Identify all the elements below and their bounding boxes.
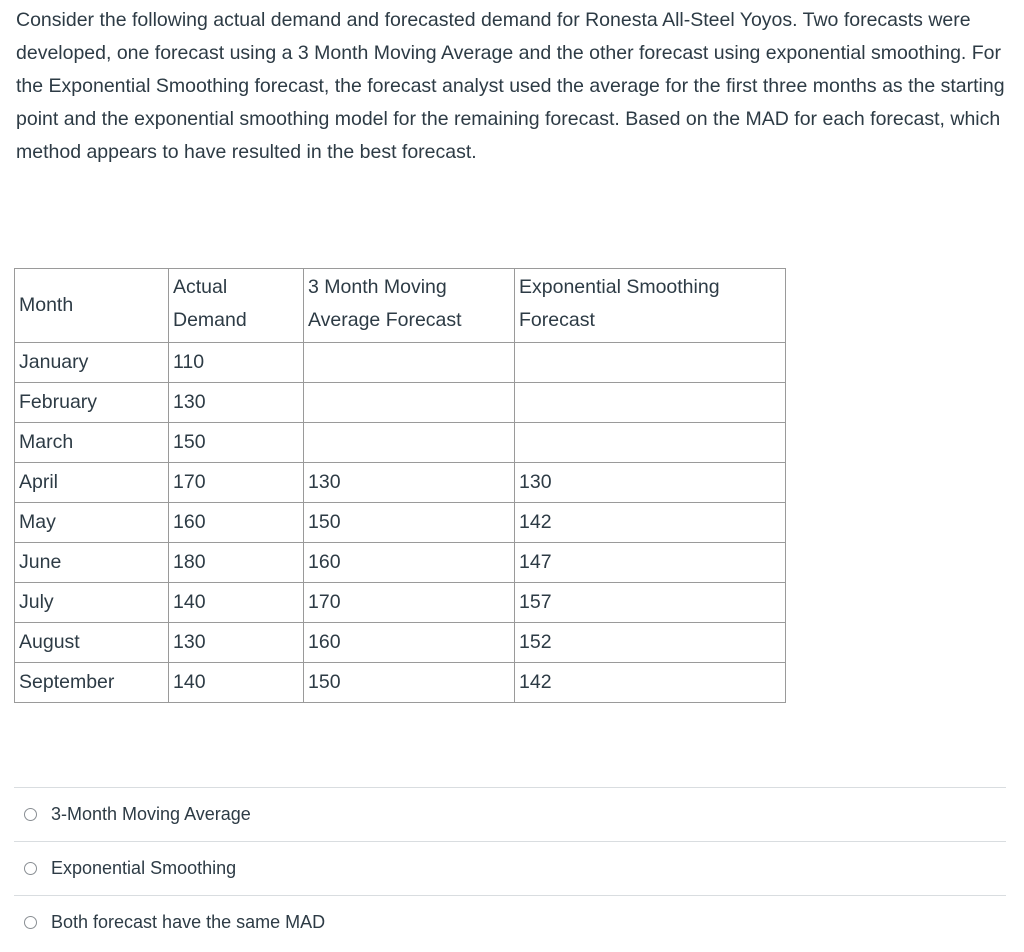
cell-month: January	[15, 343, 169, 383]
header-exp-line2: Forecast	[519, 309, 595, 331]
cell-actual: 110	[169, 343, 304, 383]
answer-options	[14, 787, 1006, 949]
cell-actual: 160	[169, 503, 304, 543]
cell-exp	[515, 423, 786, 463]
table-row	[15, 543, 786, 583]
demand-table	[14, 268, 786, 703]
cell-month: March	[15, 423, 169, 463]
cell-moving: 160	[304, 623, 515, 663]
cell-month: July	[15, 583, 169, 623]
radio-button-icon[interactable]	[24, 916, 37, 929]
cell-exp: 152	[515, 623, 786, 663]
cell-month: April	[15, 463, 169, 503]
option-label[interactable]: Both forecast have the same MAD	[51, 912, 326, 932]
option-moving-average[interactable]	[14, 787, 1006, 841]
table-row	[15, 663, 786, 703]
table-row	[15, 383, 786, 423]
header-actual-line2: Demand	[173, 309, 247, 331]
cell-moving	[304, 343, 515, 383]
cell-exp	[515, 343, 786, 383]
cell-month: August	[15, 623, 169, 663]
cell-moving: 130	[304, 463, 515, 503]
table-row	[15, 503, 786, 543]
cell-month: May	[15, 503, 169, 543]
cell-month: February	[15, 383, 169, 423]
cell-moving	[304, 423, 515, 463]
cell-moving: 170	[304, 583, 515, 623]
cell-actual: 170	[169, 463, 304, 503]
cell-moving: 150	[304, 663, 515, 703]
cell-exp: 157	[515, 583, 786, 623]
cell-moving: 160	[304, 543, 515, 583]
cell-actual: 130	[169, 623, 304, 663]
radio-button-icon[interactable]	[24, 862, 37, 875]
table-row	[15, 623, 786, 663]
cell-exp: 142	[515, 663, 786, 703]
table-row	[15, 583, 786, 623]
cell-month: June	[15, 543, 169, 583]
table-row	[15, 463, 786, 503]
option-exponential-smoothing[interactable]	[14, 841, 1006, 895]
radio-button-icon[interactable]	[24, 808, 37, 821]
cell-month: September	[15, 663, 169, 703]
header-moving-line2: Average Forecast	[308, 309, 462, 331]
cell-actual: 180	[169, 543, 304, 583]
option-label[interactable]: 3-Month Moving Average	[51, 804, 251, 824]
header-moving-line1: 3 Month Moving	[308, 276, 447, 298]
header-exp-line1: Exponential Smoothing	[519, 276, 720, 298]
cell-exp: 142	[515, 503, 786, 543]
cell-actual: 140	[169, 663, 304, 703]
table-row	[15, 343, 786, 383]
header-exponential-smoothing	[515, 269, 786, 343]
header-month: Month	[15, 269, 169, 343]
option-same-mad[interactable]	[14, 895, 1006, 949]
cell-exp: 147	[515, 543, 786, 583]
cell-exp	[515, 383, 786, 423]
cell-moving	[304, 383, 515, 423]
header-actual-demand	[169, 269, 304, 343]
header-moving-average	[304, 269, 515, 343]
header-actual-line1: Actual	[173, 276, 228, 298]
question-text: Consider the following actual demand and forecasted demand for Ronesta All-Steel Yoyos. Two forecasts were developed, one forecast using a 3 Month Moving Average and the other forecast using exponential smoothing. For the Exponential Smoothing forecast, the forecast analyst used the average for the first three months as the starting point and the exponential smoothing model for the remaining forecast. Based on the MAD for each forecast, which method appears to have resulted in the best forecast.	[16, 9, 1005, 163]
cell-actual: 130	[169, 383, 304, 423]
table-row	[15, 423, 786, 463]
cell-exp: 130	[515, 463, 786, 503]
cell-moving: 150	[304, 503, 515, 543]
cell-actual: 150	[169, 423, 304, 463]
option-label[interactable]: Exponential Smoothing	[51, 858, 237, 878]
cell-actual: 140	[169, 583, 304, 623]
table-header-row	[15, 269, 786, 343]
